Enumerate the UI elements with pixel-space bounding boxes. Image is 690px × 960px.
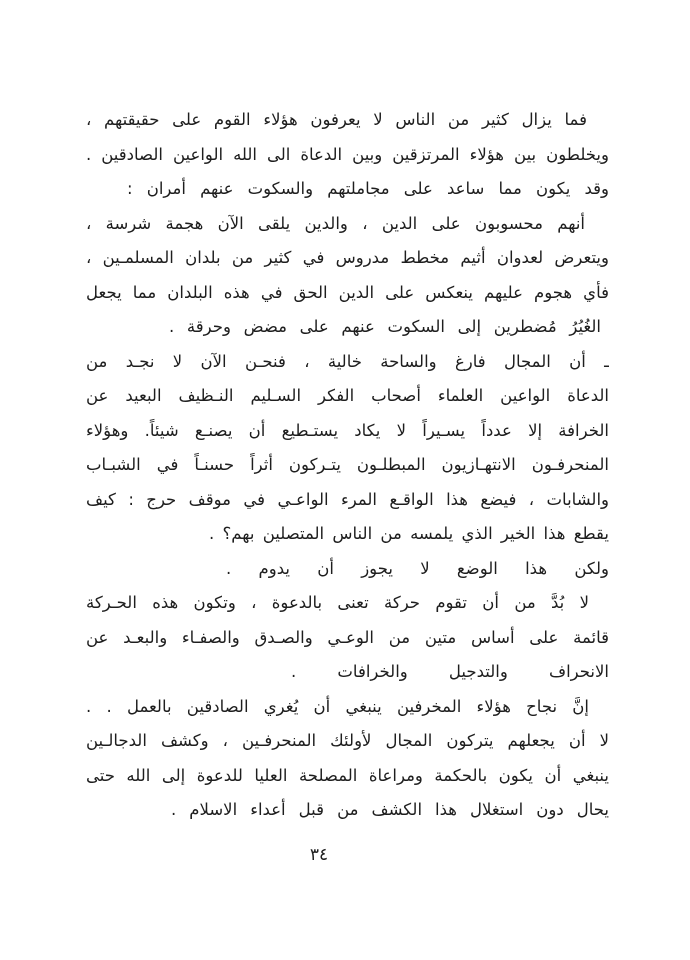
text-line: والشابات ، فيضع هذا الواقـع المرء الواعـي في موقف حرج : كيف bbox=[86, 489, 609, 509]
text-line: ولكن هذا الوضع لا يجوز أن يدوم . bbox=[226, 558, 609, 578]
text-line: أنهم محسوبون على الدين ، والدين يلقى الآن هجمة شرسة ، bbox=[86, 213, 585, 233]
text-line: المنحرفـون الانتهـازيون المبطلـون يتـركون أثراً حسنـاً في الشبـاب bbox=[86, 455, 609, 474]
text-line: إنَّ نجاح هؤلاء المخرفين ينبغي أن يُغري الصادقين بالعمل . . bbox=[86, 696, 589, 716]
text-line: الغُيُرُ مُضطرين إلى السكوت عنهم على مضض وحرقة . bbox=[169, 317, 601, 336]
text-line: لا بُدَّ من أن تقوم حركة تعنى بالدعوة ، وتكون هذه الحـركة bbox=[86, 593, 589, 612]
text-line: الانحراف والتدجيل والخرافات . bbox=[291, 662, 609, 681]
text-line: فما يزال كثير من الناس لا يعرفون هؤلاء القوم على حقيقتهم ، bbox=[86, 110, 587, 129]
text-line: يقطع هذا الخير الذي يلمسه من الناس المتصلين بهم؟ . bbox=[209, 524, 609, 543]
text-line: ويتعرض لعدوان أثيم مخطط مدروس في كثير من بلدان المسلمـين ، bbox=[86, 248, 609, 267]
text-line: الخرافة إلا عدداً يسـيراً لا يكاد يستـطيع أن يصنـع شيئاً. وهؤلاء bbox=[86, 420, 609, 440]
text-line: الدعاة الواعين العلماء أصحاب الفكر السـليم النـظيف البعيد عن bbox=[86, 386, 609, 405]
body-text bbox=[86, 103, 609, 828]
text-line: ينبغي أن يكون بالحكمة ومراعاة المصلحة العليا للدعوة إلى الله حتى bbox=[86, 765, 609, 785]
text-line: قائمة على أساس متين من الوعـي والصـدق والصفـاء والبعـد عن bbox=[86, 627, 609, 647]
text-line: ـ أن المجال فارغ والساحة خالية ، فنحـن الآن لا نجـد من bbox=[86, 351, 609, 371]
text-line: وقد يكون مما ساعد على مجاملتهم والسكوت عنهم أمران : bbox=[127, 179, 609, 198]
text-line: ويخلطون بين هؤلاء المرتزقين وبين الدعاة الى الله الواعين الصادقين . bbox=[86, 144, 609, 164]
text-line: فأي هجوم عليهم ينعكس على الدين الحق في هذه البلدان مما يجعل bbox=[86, 282, 609, 302]
text-line: لا أن يجعلهم يتركون المجال لأولئك المنحرفـين ، وكشف الدجالـين bbox=[86, 731, 609, 750]
page-number: ٣٤ bbox=[309, 845, 329, 865]
text-line: يحال دون استغلال هذا الكشف من قبل أعداء الاسلام . bbox=[171, 800, 609, 819]
